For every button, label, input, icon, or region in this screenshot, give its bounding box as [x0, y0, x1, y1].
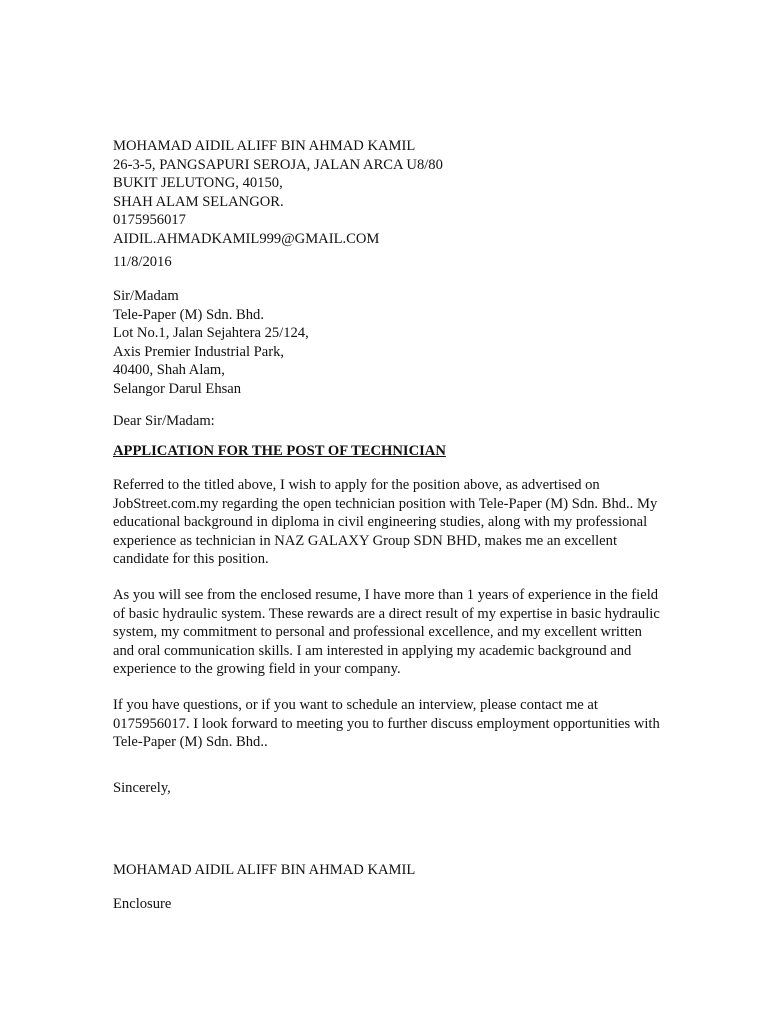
paragraph-line: experience to the growing field in your company.: [113, 661, 401, 678]
sender-address-line2: BUKIT JELUTONG, 40150,: [113, 175, 283, 192]
body-paragraph-2: [113, 586, 673, 679]
salutation: Dear Sir/Madam:: [113, 413, 215, 429]
recipient-address-line4: Selangor Darul Ehsan: [113, 380, 242, 397]
paragraph-line: Referred to the titled above, I wish to apply for the position above, as advertised on: [113, 477, 600, 493]
body-paragraph-3: [113, 696, 673, 752]
paragraph-line: candidate for this position.: [113, 551, 269, 568]
paragraph-line: educational background in diploma in civil engineering studies, along with my professional: [113, 514, 648, 531]
paragraph-line: JobStreet.com.my regarding the open technician position with Tele-Paper (M) Sdn. Bhd.. My: [113, 495, 658, 512]
letter-date: 11/8/2016: [113, 254, 172, 270]
sender-email: AIDIL.AHMADKAMIL999@GMAIL.COM: [113, 230, 380, 247]
subject-line: APPLICATION FOR THE POST OF TECHNICIAN: [113, 443, 446, 459]
paragraph-line: system, my commitment to personal and professional excellence, and my excellent written: [113, 624, 642, 641]
paragraph-line: experience as technician in NAZ GALAXY Group SDN BHD, makes me an excellent: [113, 532, 618, 549]
paragraph-line: If you have questions, or if you want to schedule an interview, please contact me at: [113, 697, 598, 713]
signature-name: MOHAMAD AIDIL ALIFF BIN AHMAD KAMIL: [113, 862, 416, 878]
recipient-address-line3: 40400, Shah Alam,: [113, 362, 225, 379]
recipient-block: [113, 287, 673, 399]
sender-block: [113, 137, 673, 249]
closing-block: [113, 779, 673, 798]
paragraph-line: 0175956017. I look forward to meeting you to further discuss employment opportunities with: [113, 715, 660, 732]
closing: Sincerely,: [113, 780, 171, 796]
paragraph-line: Tele-Paper (M) Sdn. Bhd..: [113, 734, 268, 751]
body-paragraph-1: [113, 476, 673, 569]
recipient-address-line2: Axis Premier Industrial Park,: [113, 343, 285, 360]
paragraph-line: and oral communication skills. I am interested in applying my academic background and: [113, 642, 632, 659]
sender-address-line1: 26-3-5, PANGSAPURI SEROJA, JALAN ARCA U8/80: [113, 156, 443, 173]
sender-name: MOHAMAD AIDIL ALIFF BIN AHMAD KAMIL: [113, 138, 416, 154]
enclosure-note: Enclosure: [113, 896, 172, 912]
date-block: [113, 253, 673, 272]
salutation-block: [113, 412, 673, 431]
sender-address-line3: SHAH ALAM SELANGOR.: [113, 193, 284, 210]
paragraph-line: of basic hydraulic system. These rewards are a direct result of my expertise in basic hydraulic: [113, 605, 660, 622]
recipient-address-line1: Lot No.1, Jalan Sejahtera 25/124,: [113, 325, 309, 342]
enclosure-block: [113, 895, 673, 914]
subject-block: [113, 442, 673, 461]
recipient-attention: Sir/Madam: [113, 288, 179, 304]
sender-phone: 0175956017: [113, 212, 186, 229]
signature-block: [113, 861, 673, 880]
recipient-company: Tele-Paper (M) Sdn. Bhd.: [113, 306, 264, 323]
paragraph-line: As you will see from the enclosed resume, I have more than 1 years of experience in the field: [113, 587, 659, 603]
